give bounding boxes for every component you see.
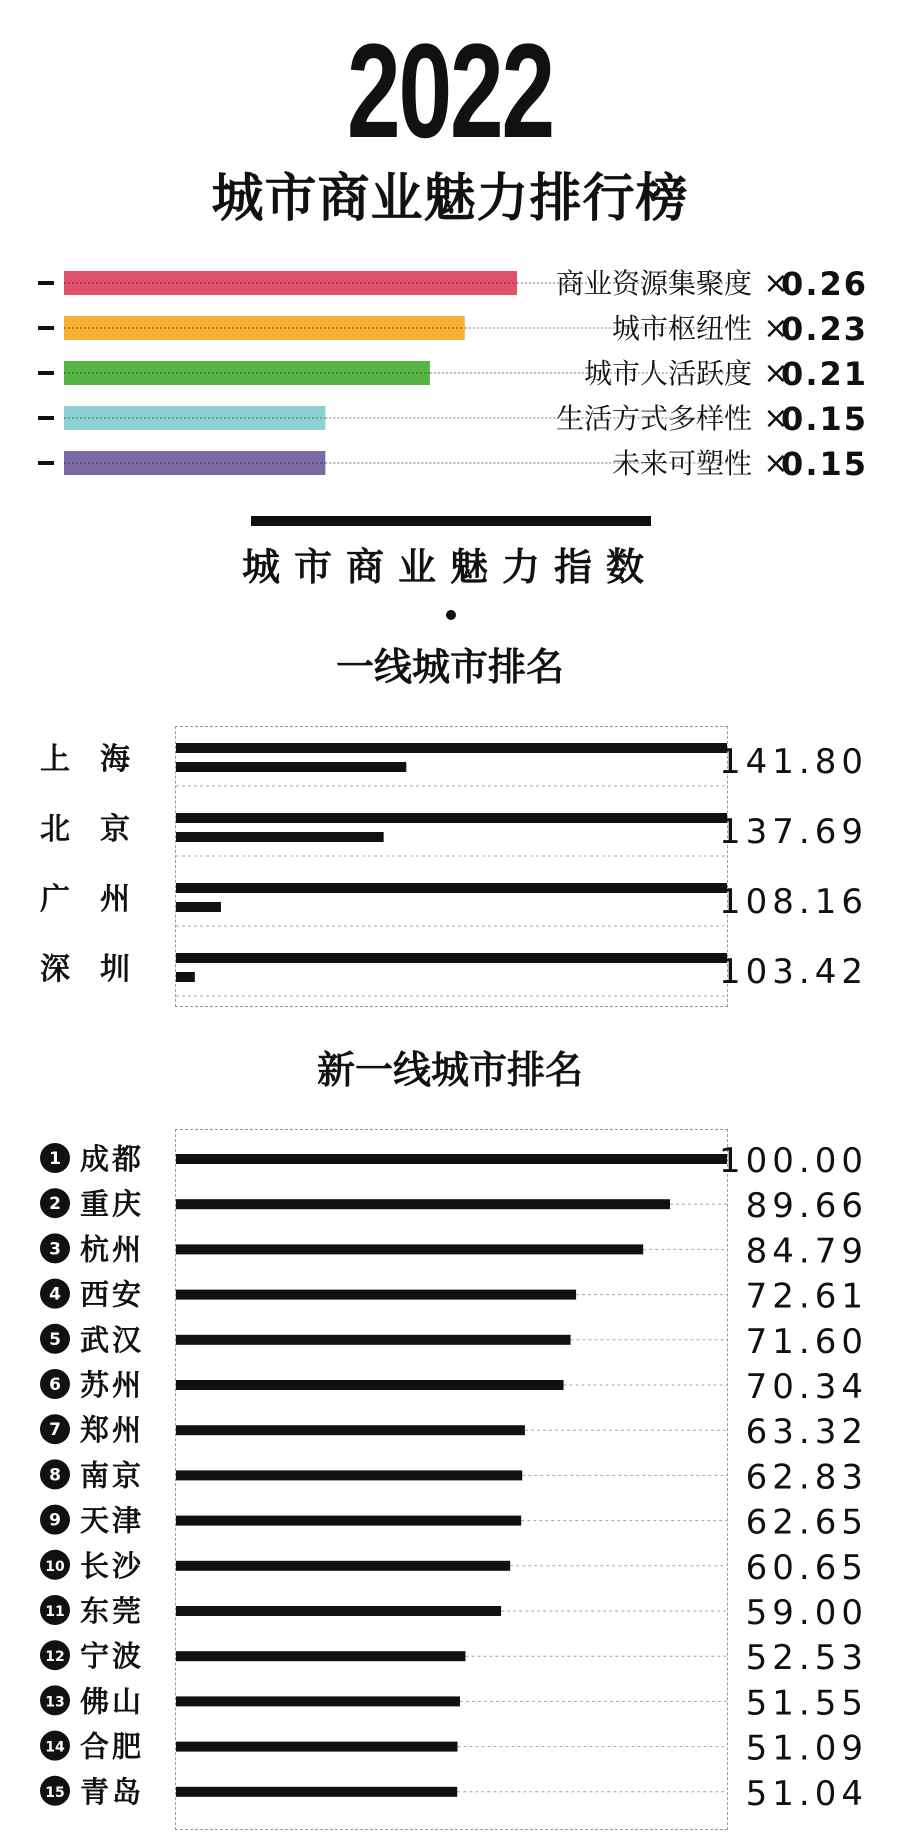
rank-number: 13 <box>45 1694 65 1711</box>
city-bar <box>176 1606 501 1616</box>
rank-number: 2 <box>49 1194 61 1215</box>
city-bar-base <box>176 813 727 823</box>
city-name: 郑州 <box>80 1413 145 1448</box>
tier1-chart <box>0 726 900 1007</box>
city-score: 63.32 <box>745 1412 868 1453</box>
tick-mark <box>38 281 54 285</box>
city-name: 佛山 <box>80 1684 145 1719</box>
rank-number: 15 <box>45 1784 65 1801</box>
city-name: 西安 <box>80 1277 145 1312</box>
tick-mark <box>38 416 54 420</box>
rank-number: 3 <box>49 1239 61 1260</box>
city-bar <box>176 1696 460 1706</box>
city-bar <box>176 1470 522 1480</box>
city-bar <box>176 1199 670 1209</box>
city-bar <box>176 1787 457 1797</box>
city-name: 北 京 <box>40 812 130 847</box>
city-name: 青岛 <box>80 1774 145 1809</box>
city-bar-base <box>176 883 727 893</box>
city-score: 72.61 <box>745 1276 868 1317</box>
multiply-sign: × <box>763 401 789 436</box>
city-name: 天津 <box>80 1503 145 1538</box>
rank-number: 12 <box>45 1649 65 1666</box>
page-title: 城市商业魅力排行榜 <box>211 169 689 229</box>
multiply-sign: × <box>763 266 789 301</box>
city-bar <box>176 1651 465 1661</box>
city-score: 89.66 <box>745 1186 868 1227</box>
city-bar <box>176 1154 727 1164</box>
weight-value: 0.23 <box>781 310 868 348</box>
city-bar-base <box>176 743 727 753</box>
weight-label: 城市枢纽性 <box>611 312 752 345</box>
city-bar <box>176 1425 525 1435</box>
city-name: 成都 <box>80 1142 145 1176</box>
city-name: 武汉 <box>80 1322 145 1357</box>
city-bar-excess <box>176 762 406 772</box>
section-divider <box>251 516 651 526</box>
city-name: 宁波 <box>80 1639 145 1674</box>
rank-number: 14 <box>45 1739 65 1756</box>
weight-bar <box>64 406 325 430</box>
city-score: 137.69 <box>719 812 868 852</box>
city-bar <box>176 1561 510 1571</box>
city-name: 东莞 <box>80 1594 145 1628</box>
city-name: 长沙 <box>80 1548 145 1583</box>
index-title: 城市商业魅力指数 <box>241 545 658 589</box>
multiply-sign: × <box>763 356 789 391</box>
city-bar-excess <box>176 832 384 842</box>
rank-number: 6 <box>49 1375 61 1395</box>
tier1-title: 一线城市排名 <box>335 645 564 689</box>
city-score: 71.60 <box>745 1321 868 1362</box>
city-score: 60.65 <box>745 1547 868 1588</box>
weight-bar <box>64 451 325 475</box>
city-score: 52.53 <box>745 1638 868 1679</box>
new-tier1-chart <box>0 1129 900 1830</box>
rank-number: 9 <box>49 1510 61 1531</box>
city-score: 62.83 <box>745 1457 868 1498</box>
weight-label: 城市人活跃度 <box>583 357 752 390</box>
rank-number: 4 <box>49 1284 61 1305</box>
multiply-sign: × <box>763 446 789 480</box>
city-name: 南京 <box>80 1458 145 1493</box>
city-bar-excess <box>176 972 195 982</box>
city-score: 62.65 <box>745 1502 868 1543</box>
city-bar <box>176 1244 643 1254</box>
city-score: 108.16 <box>719 882 868 922</box>
weight-bar <box>64 361 430 385</box>
city-name: 合肥 <box>80 1729 145 1764</box>
weights-chart <box>0 250 900 480</box>
weight-label: 商业资源集聚度 <box>555 267 752 300</box>
city-bar <box>176 1335 571 1345</box>
city-bar <box>176 1516 521 1526</box>
tick-mark <box>38 371 54 375</box>
weight-value: 0.15 <box>781 445 868 480</box>
rank-number: 11 <box>45 1604 65 1620</box>
city-score: 84.79 <box>745 1231 868 1272</box>
city-name: 广 州 <box>40 882 130 917</box>
rank-number: 7 <box>49 1420 61 1441</box>
city-score: 141.80 <box>719 742 868 782</box>
rank-number: 10 <box>45 1558 65 1575</box>
bullet-dot <box>446 610 456 620</box>
city-name: 苏州 <box>80 1368 145 1402</box>
rank-number: 8 <box>49 1465 61 1486</box>
city-name: 杭州 <box>80 1232 145 1267</box>
city-score: 70.34 <box>745 1367 868 1407</box>
new-tier1-title: 新一线城市排名 <box>316 1048 583 1092</box>
city-bar-excess <box>176 902 221 912</box>
multiply-sign: × <box>763 311 789 346</box>
rank-number: 1 <box>49 1149 61 1169</box>
city-bar <box>176 1380 564 1390</box>
city-score: 51.55 <box>745 1683 868 1724</box>
weight-label: 生活方式多样性 <box>555 402 752 435</box>
city-name: 深 圳 <box>40 952 130 987</box>
weight-value: 0.21 <box>781 355 868 393</box>
city-bar-base <box>176 953 727 963</box>
city-name: 重庆 <box>80 1187 145 1222</box>
city-score: 100.00 <box>719 1141 868 1181</box>
title-year: 2022 <box>346 17 553 166</box>
city-score: 59.00 <box>745 1593 868 1633</box>
city-score: 51.09 <box>745 1728 868 1769</box>
city-bar <box>176 1290 576 1300</box>
weight-value: 0.15 <box>781 400 868 438</box>
tick-mark <box>38 461 54 465</box>
city-score: 103.42 <box>719 952 868 992</box>
weight-value: 0.26 <box>781 265 868 303</box>
city-score: 51.04 <box>745 1773 868 1814</box>
weight-label: 未来可塑性 <box>611 447 752 480</box>
rank-number: 5 <box>49 1329 61 1350</box>
city-bar <box>176 1742 458 1752</box>
tick-mark <box>38 326 54 330</box>
city-name: 上 海 <box>40 742 130 777</box>
